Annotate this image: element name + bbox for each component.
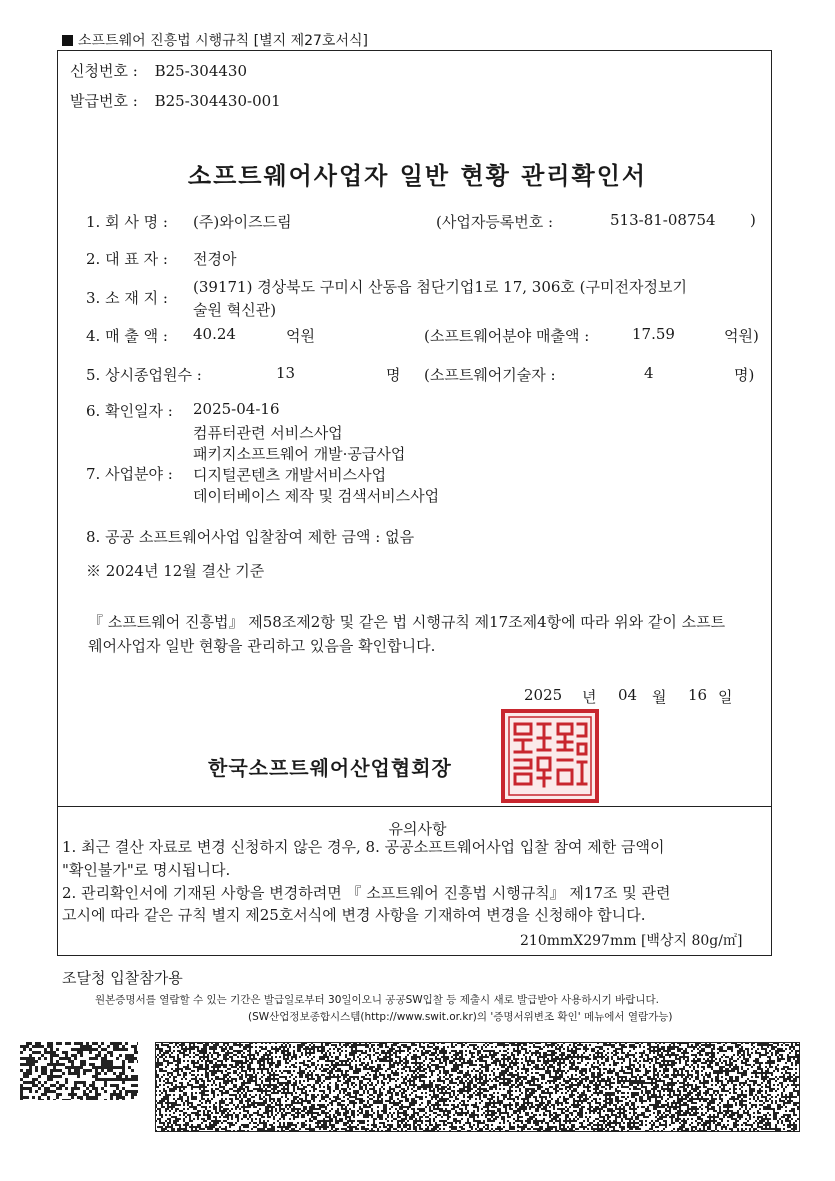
company-label: 1. 회 사 명 :	[86, 213, 168, 231]
company-name: (주)와이즈드림	[193, 213, 292, 231]
official-seal-icon	[500, 708, 600, 804]
business-area-item: 컴퓨터관련 서비스사업	[193, 424, 343, 442]
sw-sales-unit: 억원)	[724, 327, 759, 345]
ceo-name: 전경아	[193, 250, 237, 268]
confirmation-statement: 『 소프트웨어 진흥법』 제58조제2항 및 같은 법 시행규칙 제17조제4항에 따라 위와 같이 소프트웨어사업자 일반 현황을 관리하고 있음을 확인합니다.	[88, 613, 726, 655]
employees-value: 13	[276, 364, 296, 382]
note-2-line-1: 2. 관리확인서에 기재된 사항을 변경하려면 『 소프트웨어 진흥법 시행규칙』 제17조 및 관련	[62, 884, 671, 902]
sw-sales-value: 17.59	[632, 325, 675, 343]
issue-number	[70, 90, 281, 111]
note-1-line-2: "확인불가"로 명시됩니다.	[62, 861, 231, 879]
sw-engineers-unit: 명)	[734, 366, 755, 384]
business-reg-label: (사업자등록번호 :	[436, 213, 554, 231]
verification-code-icon	[20, 1042, 138, 1100]
document-title: 소프트웨어사업자 일반 현황 관리확인서	[187, 162, 648, 190]
confirm-date-label: 6. 확인일자 :	[86, 402, 173, 420]
issue-year-unit: 년	[582, 688, 597, 706]
sales-label: 4. 매 출 액 :	[86, 327, 168, 345]
square-bullet-icon	[62, 35, 73, 46]
bid-limit: 8. 공공 소프트웨어사업 입찰참여 제한 금액 : 없음	[86, 528, 415, 546]
sales-unit: 억원	[286, 327, 315, 345]
notes-divider	[57, 806, 772, 807]
application-number-value: B25-304430	[154, 62, 248, 80]
address-line-2: 술원 혁신관)	[193, 301, 277, 319]
footer-note-1: 원본증명서를 열람할 수 있는 기간은 발급일로부터 30일이오니 공공SW입찰 등 제출시 새로 발급받아 사용하시기 바랍니다.	[95, 994, 659, 1006]
employees-unit: 명	[386, 366, 401, 384]
ceo-label: 2. 대 표 자 :	[86, 250, 168, 268]
employees-label: 5. 상시종업원수 :	[86, 366, 202, 384]
issuer-name: 한국소프트웨어산업협회장	[208, 756, 452, 780]
sales-value: 40.24	[193, 325, 236, 343]
business-area-item: 디지털콘텐츠 개발서비스사업	[193, 466, 387, 484]
issue-number-value: B25-304430-001	[154, 92, 281, 110]
footer-label: 조달청 입찰참가용	[62, 969, 183, 987]
application-number-label: 신청번호 :	[70, 62, 138, 80]
sw-engineers-label: (소프트웨어기술자 :	[424, 366, 556, 384]
business-reg-number: 513-81-08754	[610, 211, 716, 229]
business-reg-close: )	[750, 211, 756, 229]
issue-month: 04	[618, 686, 638, 704]
paper-spec: 210mmX297mm [백상지 80g/㎡]	[520, 933, 743, 949]
application-number	[70, 60, 247, 81]
address-label: 3. 소 재 지 :	[86, 289, 168, 307]
forgery-prevention-barcode-icon	[155, 1042, 800, 1132]
notes-title: 유의사항	[388, 820, 447, 838]
form-reference	[62, 30, 368, 50]
issue-year: 2025	[524, 686, 563, 704]
sw-engineers-value: 4	[644, 364, 654, 382]
issue-day: 16	[688, 686, 708, 704]
form-reference-text: 소프트웨어 진흥법 시행규칙 [별지 제27호서식]	[78, 33, 368, 49]
settlement-basis-note: ※ 2024년 12월 결산 기준	[86, 562, 265, 580]
sw-sales-label: (소프트웨어분야 매출액 :	[424, 327, 590, 345]
business-area-label: 7. 사업분야 :	[86, 465, 173, 483]
issue-number-label: 발급번호 :	[70, 92, 138, 110]
note-1-line-1: 1. 최근 결산 자료로 변경 신청하지 않은 경우, 8. 공공소프트웨어사업 입찰 참여 제한 금액이	[62, 838, 665, 856]
business-area-item: 데이터베이스 제작 및 검색서비스사업	[193, 487, 440, 505]
note-2-line-2: 고시에 따라 같은 규칙 별지 제25호서식에 변경 사항을 기재하여 변경을 신청해야 합니다.	[62, 906, 646, 924]
footer-note-2: (SW산업정보종합시스템(http://www.swit.or.kr)의 '증명서위변조 확인' 메뉴에서 열람가능)	[248, 1011, 673, 1023]
address-line-1: (39171) 경상북도 구미시 산동읍 첨단기업1로 17, 306호 (구미전자정보기	[193, 278, 687, 296]
issue-day-unit: 일	[718, 688, 733, 706]
issue-month-unit: 월	[652, 688, 667, 706]
business-area-item: 패키지소프트웨어 개발·공급사업	[193, 445, 406, 463]
confirm-date-value: 2025-04-16	[193, 400, 280, 418]
